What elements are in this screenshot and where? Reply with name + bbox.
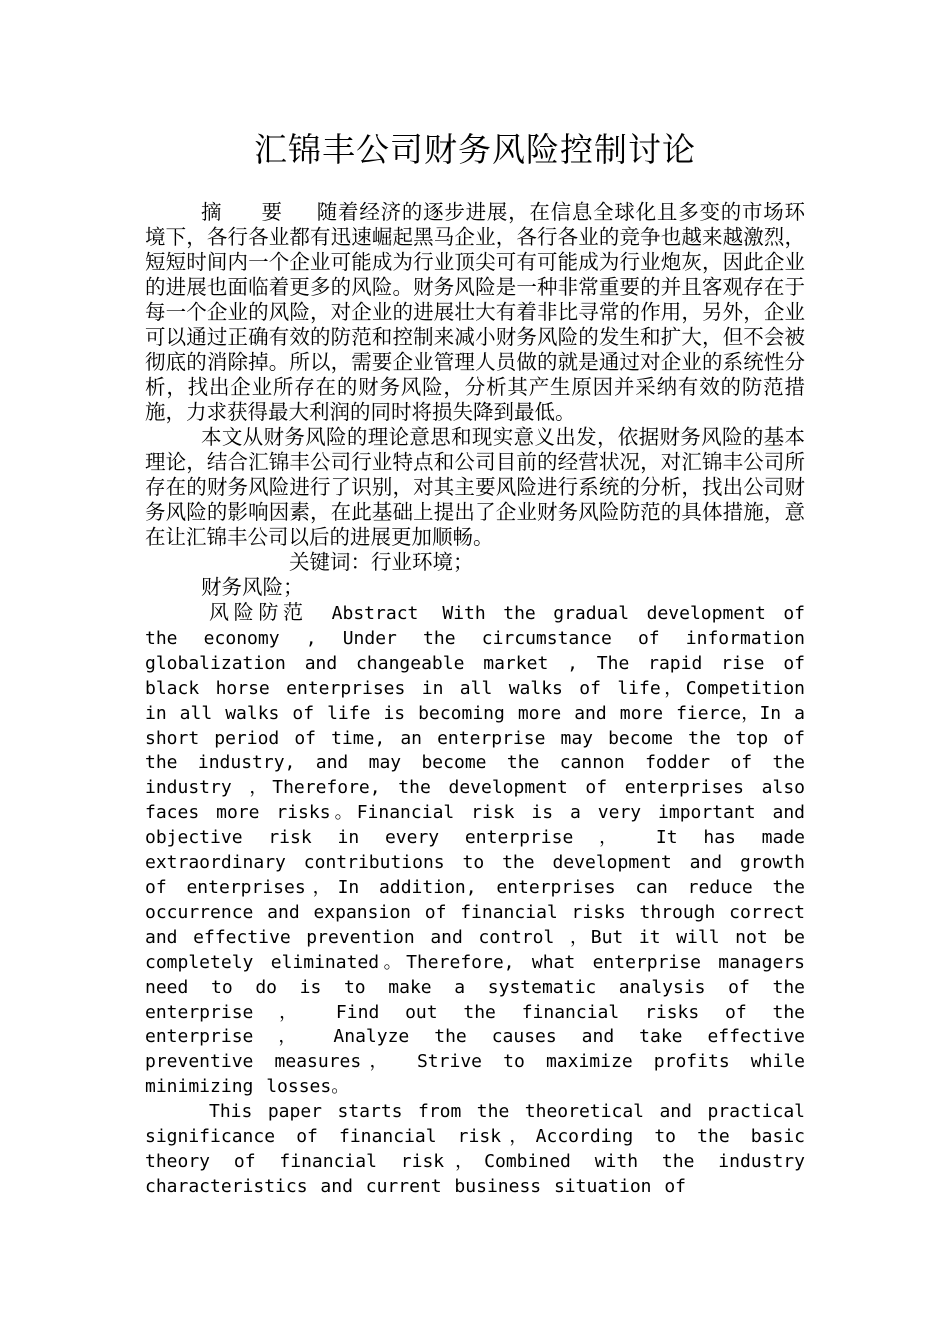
- abstract-en-paragraph-2: This paper starts from the theoretical and practical significance of financial risk，According to the basic theory of financial risk，Combined with the industry characteristics and current business situation of: [145, 1101, 805, 1197]
- keywords-line-3: 风险防范: [209, 600, 308, 624]
- abstract-en-text: With the gradual development of the economy , Under the circumstance of information globalization and changeable market , The rapid rise of black horse enterprises in all walks of life，Competition in all walks of life is becoming more and more fierce，In a short period of time, an enterprise may become the top of the industry, and may become the cannon fodder of the industry ，Therefore, the development of enterprises also faces more risks。Financial risk is a very important and objective risk in every enterprise ， It has made extraordinary contributions to the development and growth of enterprises，In addition, enterprises can reduce the occurrence and expansion of financial risks through correct and effective prevention and control ，But it will not be completely eliminated。Therefore, what enterprise managers need to do is to make a systematic analysis of the enterprise ， Find out the financial risks of the enterprise ， Analyze the causes and take effective preventive measures， Strive to maximize profits while minimizing losses。: [145, 603, 805, 1098]
- keywords-line-2: 财务风险；: [201, 575, 304, 599]
- abstract-zh-paragraph: [145, 200, 805, 425]
- abstract-zh-text: 随着经济的逐步进展，在信息全球化且多变的市场环境下，各行各业都有迅速崛起黑马企业，各行各业的竞争也越来越激烈，短短时间内一个企业可能成为行业顶尖可有可能成为行业炮灰，因此企业的进展也面临着更多的风险。财务风险是一种非常重要的并且客观存在于每一个企业的风险，对企业的进展壮大有着非比寻常的作用，另外，企业可以通过正确有效的防范和控制来减小财务风险的发生和扩大，但不会被彻底的消除掉。所以，需要企业管理人员做的就是通过对企业的系统性分析，找出企业所存在的财务风险，分析其产生原因并采纳有效的防范措施，力求获得最大利润的同时将损失降到最低。: [145, 200, 805, 424]
- document-body: [145, 200, 805, 1200]
- abstract-zh-paragraph-2: 本文从财务风险的理论意思和现实意义出发，依据财务风险的基本理论，结合汇锦丰公司行业特点和公司目前的经营状况，对汇锦丰公司所存在的财务风险进行了识别，对其主要风险进行系统的分析，找出公司财务风险的影响因素，在此基础上提出了企业财务风险防范的具体措施，意在让汇锦丰公司以后的进展更加顺畅。: [145, 425, 805, 549]
- abstract-zh-label: 摘 要: [201, 200, 299, 224]
- document-title: 汇锦丰公司财务风险控制讨论: [254, 130, 696, 169]
- keywords-line-1: 关键词：行业环境；: [289, 550, 474, 574]
- abstract-en-paragraph: [145, 600, 805, 1100]
- abstract-en-label: Abstract: [331, 603, 419, 624]
